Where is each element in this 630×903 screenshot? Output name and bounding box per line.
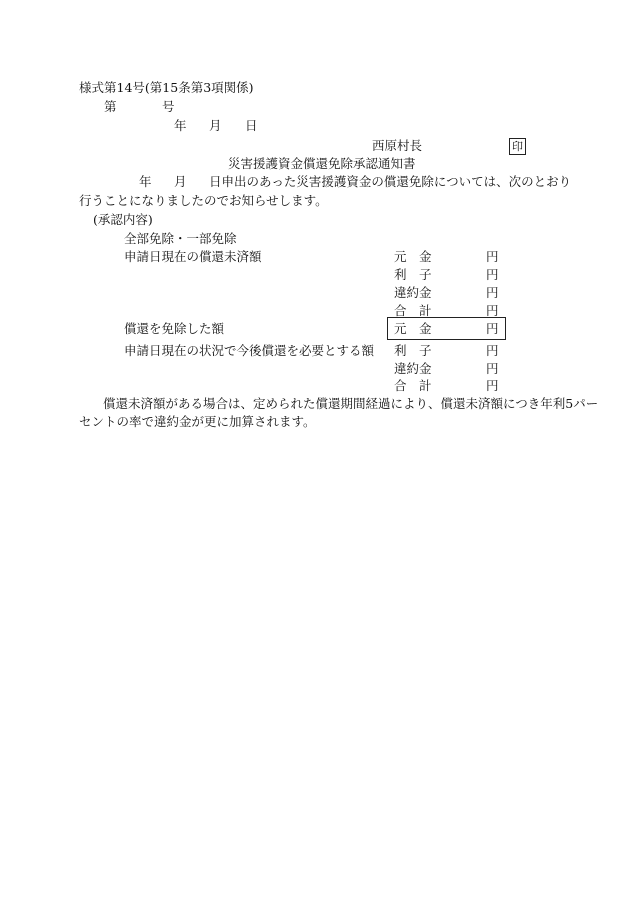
required-total-unit: 円 — [486, 378, 499, 393]
exemption-type: 全部免除・一部免除 — [124, 231, 237, 246]
details-heading: (承認内容) — [93, 212, 153, 227]
doc-number-suffix: 号 — [162, 99, 175, 114]
exempted-principal-unit: 円 — [486, 321, 499, 336]
seal-mark: 印 — [509, 138, 526, 155]
unpaid-total-label: 合 計 — [394, 303, 432, 318]
date-day: 日 — [245, 118, 258, 133]
required-label: 申請日現在の状況で今後償還を必要とする額 — [124, 343, 375, 358]
required-penalty-label: 違約金 — [394, 361, 432, 376]
required-penalty-unit: 円 — [486, 361, 499, 376]
required-total-label: 合 計 — [394, 378, 432, 393]
unpaid-interest-unit: 円 — [486, 267, 499, 282]
date-month: 月 — [209, 118, 222, 133]
note-line1: 償還未済額がある場合は、定められた償還期間経過により、償還未済額につき年利5パー — [103, 396, 599, 411]
required-interest-label: 利 子 — [394, 343, 432, 358]
unpaid-penalty-unit: 円 — [486, 285, 499, 300]
exempted-principal-label: 元 金 — [394, 321, 432, 336]
doc-number-prefix: 第 — [104, 99, 117, 114]
intro-year: 年 — [139, 174, 152, 189]
unpaid-total-unit: 円 — [486, 303, 499, 318]
document-title: 災害援護資金償還免除承認通知書 — [228, 156, 416, 171]
unpaid-interest-label: 利 子 — [394, 267, 432, 282]
note-line2: セントの率で違約金が更に加算されます。 — [79, 414, 316, 429]
form-number: 様式第14号(第15条第3項関係) — [79, 80, 254, 95]
sender-name: 西原村長 — [372, 138, 423, 153]
unpaid-principal-label: 元 金 — [394, 249, 432, 264]
intro-line1: 日申出のあった災害援護資金の償還免除については、次のとおり — [209, 174, 572, 189]
unpaid-penalty-label: 違約金 — [394, 285, 432, 300]
exempted-label: 償還を免除した額 — [124, 321, 225, 336]
date-year: 年 — [174, 118, 187, 133]
required-interest-unit: 円 — [486, 343, 499, 358]
intro-line2: 行うことになりましたのでお知らせします。 — [79, 193, 328, 208]
intro-month: 月 — [174, 174, 187, 189]
unpaid-label: 申請日現在の償還未済額 — [124, 249, 262, 264]
unpaid-principal-unit: 円 — [486, 249, 499, 264]
